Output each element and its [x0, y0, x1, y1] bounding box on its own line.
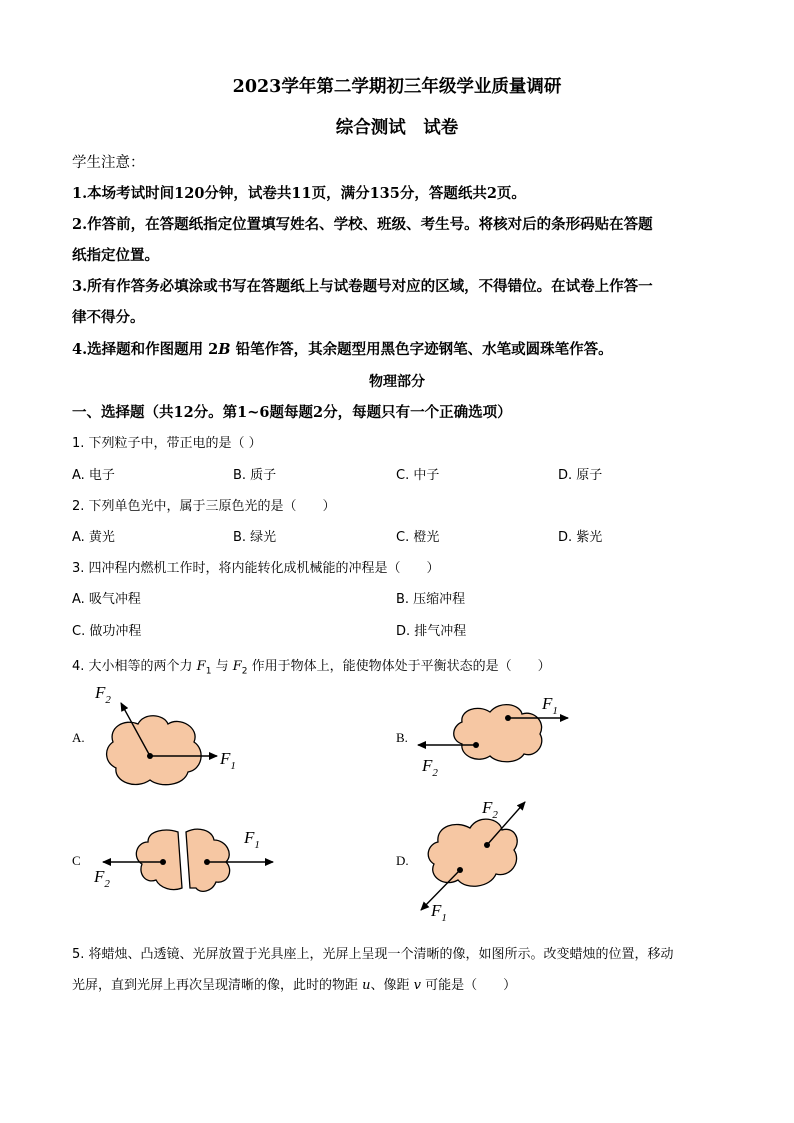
question-4-option-a[interactable]: A.	[72, 730, 85, 745]
question-4-option-b[interactable]: B.	[396, 730, 408, 745]
action-point-b1	[505, 715, 511, 721]
question-3-option-b[interactable]: B. 压缩冲程	[396, 592, 466, 607]
object-blob-a	[107, 716, 202, 785]
exam-subtitle: 综合测试 试卷	[335, 118, 459, 138]
action-point-d2	[457, 867, 463, 873]
label-f1-c: $F_1$	[244, 828, 260, 851]
label-f2-a: $F_2$	[95, 683, 111, 706]
object-blob-c-left	[136, 830, 182, 889]
diagram-b	[418, 694, 568, 779]
diagram-a	[94, 683, 236, 785]
question-3-option-d[interactable]: D. 排气冲程	[396, 624, 467, 639]
notice-item-2-line-1: 2.作答前，在答题纸指定位置填写姓名、学校、班级、考生号。将核对后的条形码贴在答题	[72, 216, 653, 233]
question-2-stem: 2. 下列单色光中，属于三原色光的是（ ）	[72, 499, 336, 514]
notice-item-2-line-2: 纸指定位置。	[72, 247, 159, 264]
question-2-option-c[interactable]: C. 橙光	[396, 530, 440, 545]
label-f2-d: $F_2$	[482, 798, 498, 821]
object-blob-b	[454, 705, 542, 762]
question-1-option-d[interactable]: D. 原子	[558, 468, 603, 483]
action-point-d1	[484, 842, 490, 848]
question-4-option-c[interactable]: C	[72, 853, 81, 868]
question-2-option-a[interactable]: A. 黄光	[72, 530, 115, 545]
question-5-stem-line-2: 光屏，直到光屏上再次呈现清晰的像，此时的物距 u、像距 v 可能是（ ）	[72, 978, 517, 993]
question-1-stem: 1. 下列粒子中，带正电的是（ ）	[72, 436, 262, 451]
notice-item-4: 4.选择题和作图题用 2B 铅笔作答，其余题型用黑色字迹钢笔、水笔或圆珠笔作答。	[72, 341, 613, 358]
question-3-stem: 3. 四冲程内燃机工作时，将内能转化成机械能的冲程是（ ）	[72, 561, 440, 576]
object-blob-d	[428, 819, 517, 886]
question-2-option-b[interactable]: B. 绿光	[233, 530, 277, 545]
label-f1-d: $F_1$	[431, 901, 447, 924]
action-point-c1	[204, 859, 210, 865]
notice-item-3-line-2: 律不得分。	[72, 309, 145, 326]
exam-title: 2023学年第二学期初三年级学业质量调研	[232, 77, 562, 97]
part-heading: 物理部分	[369, 374, 425, 390]
diagram-c	[93, 828, 273, 891]
notice-item-3-line-1: 3.所有作答务必填涂或书写在答题纸上与试卷题号对应的区域，不得错位。在试卷上作答一	[72, 278, 653, 295]
question-5-stem-line-1: 5. 将蜡烛、凸透镜、光屏放置于光具座上，光屏上呈现一个清晰的像，如图所示。改变蜡烛的位置，移动	[72, 947, 674, 962]
question-2-option-d[interactable]: D. 紫光	[558, 530, 603, 545]
question-1-option-c[interactable]: C. 中子	[396, 468, 440, 483]
action-point-b2	[473, 742, 479, 748]
label-f2-c: $F_2$	[94, 867, 110, 890]
label-f1-b: $F_1$	[542, 694, 558, 717]
action-point-c2	[160, 859, 166, 865]
notice-item-1: 1.本场考试时间120分钟，试卷共11页，满分135分，答题纸共2页。	[72, 185, 526, 202]
question-4-stem: 4. 大小相等的两个力 $F_1$ 与 $F_2$ 作用于物体上，能使物体处于平衡状态的是（ ）	[72, 659, 551, 677]
section-heading: 一、选择题（共12分。第1~6题每题2分，每题只有一个正确选项）	[72, 404, 512, 421]
diagram-d	[421, 798, 525, 924]
question-4-option-d[interactable]: D.	[396, 853, 409, 868]
action-point-a	[147, 753, 153, 759]
question-1-option-b[interactable]: B. 质子	[233, 468, 277, 483]
question-3-option-c[interactable]: C. 做功冲程	[72, 624, 142, 639]
label-f1-a: $F_1$	[220, 749, 236, 772]
question-3-option-a[interactable]: A. 吸气冲程	[72, 592, 141, 607]
label-f2-b: $F_2$	[422, 756, 438, 779]
notice-heading: 学生注意：	[72, 155, 145, 171]
question-1-option-a[interactable]: A. 电子	[72, 468, 115, 483]
